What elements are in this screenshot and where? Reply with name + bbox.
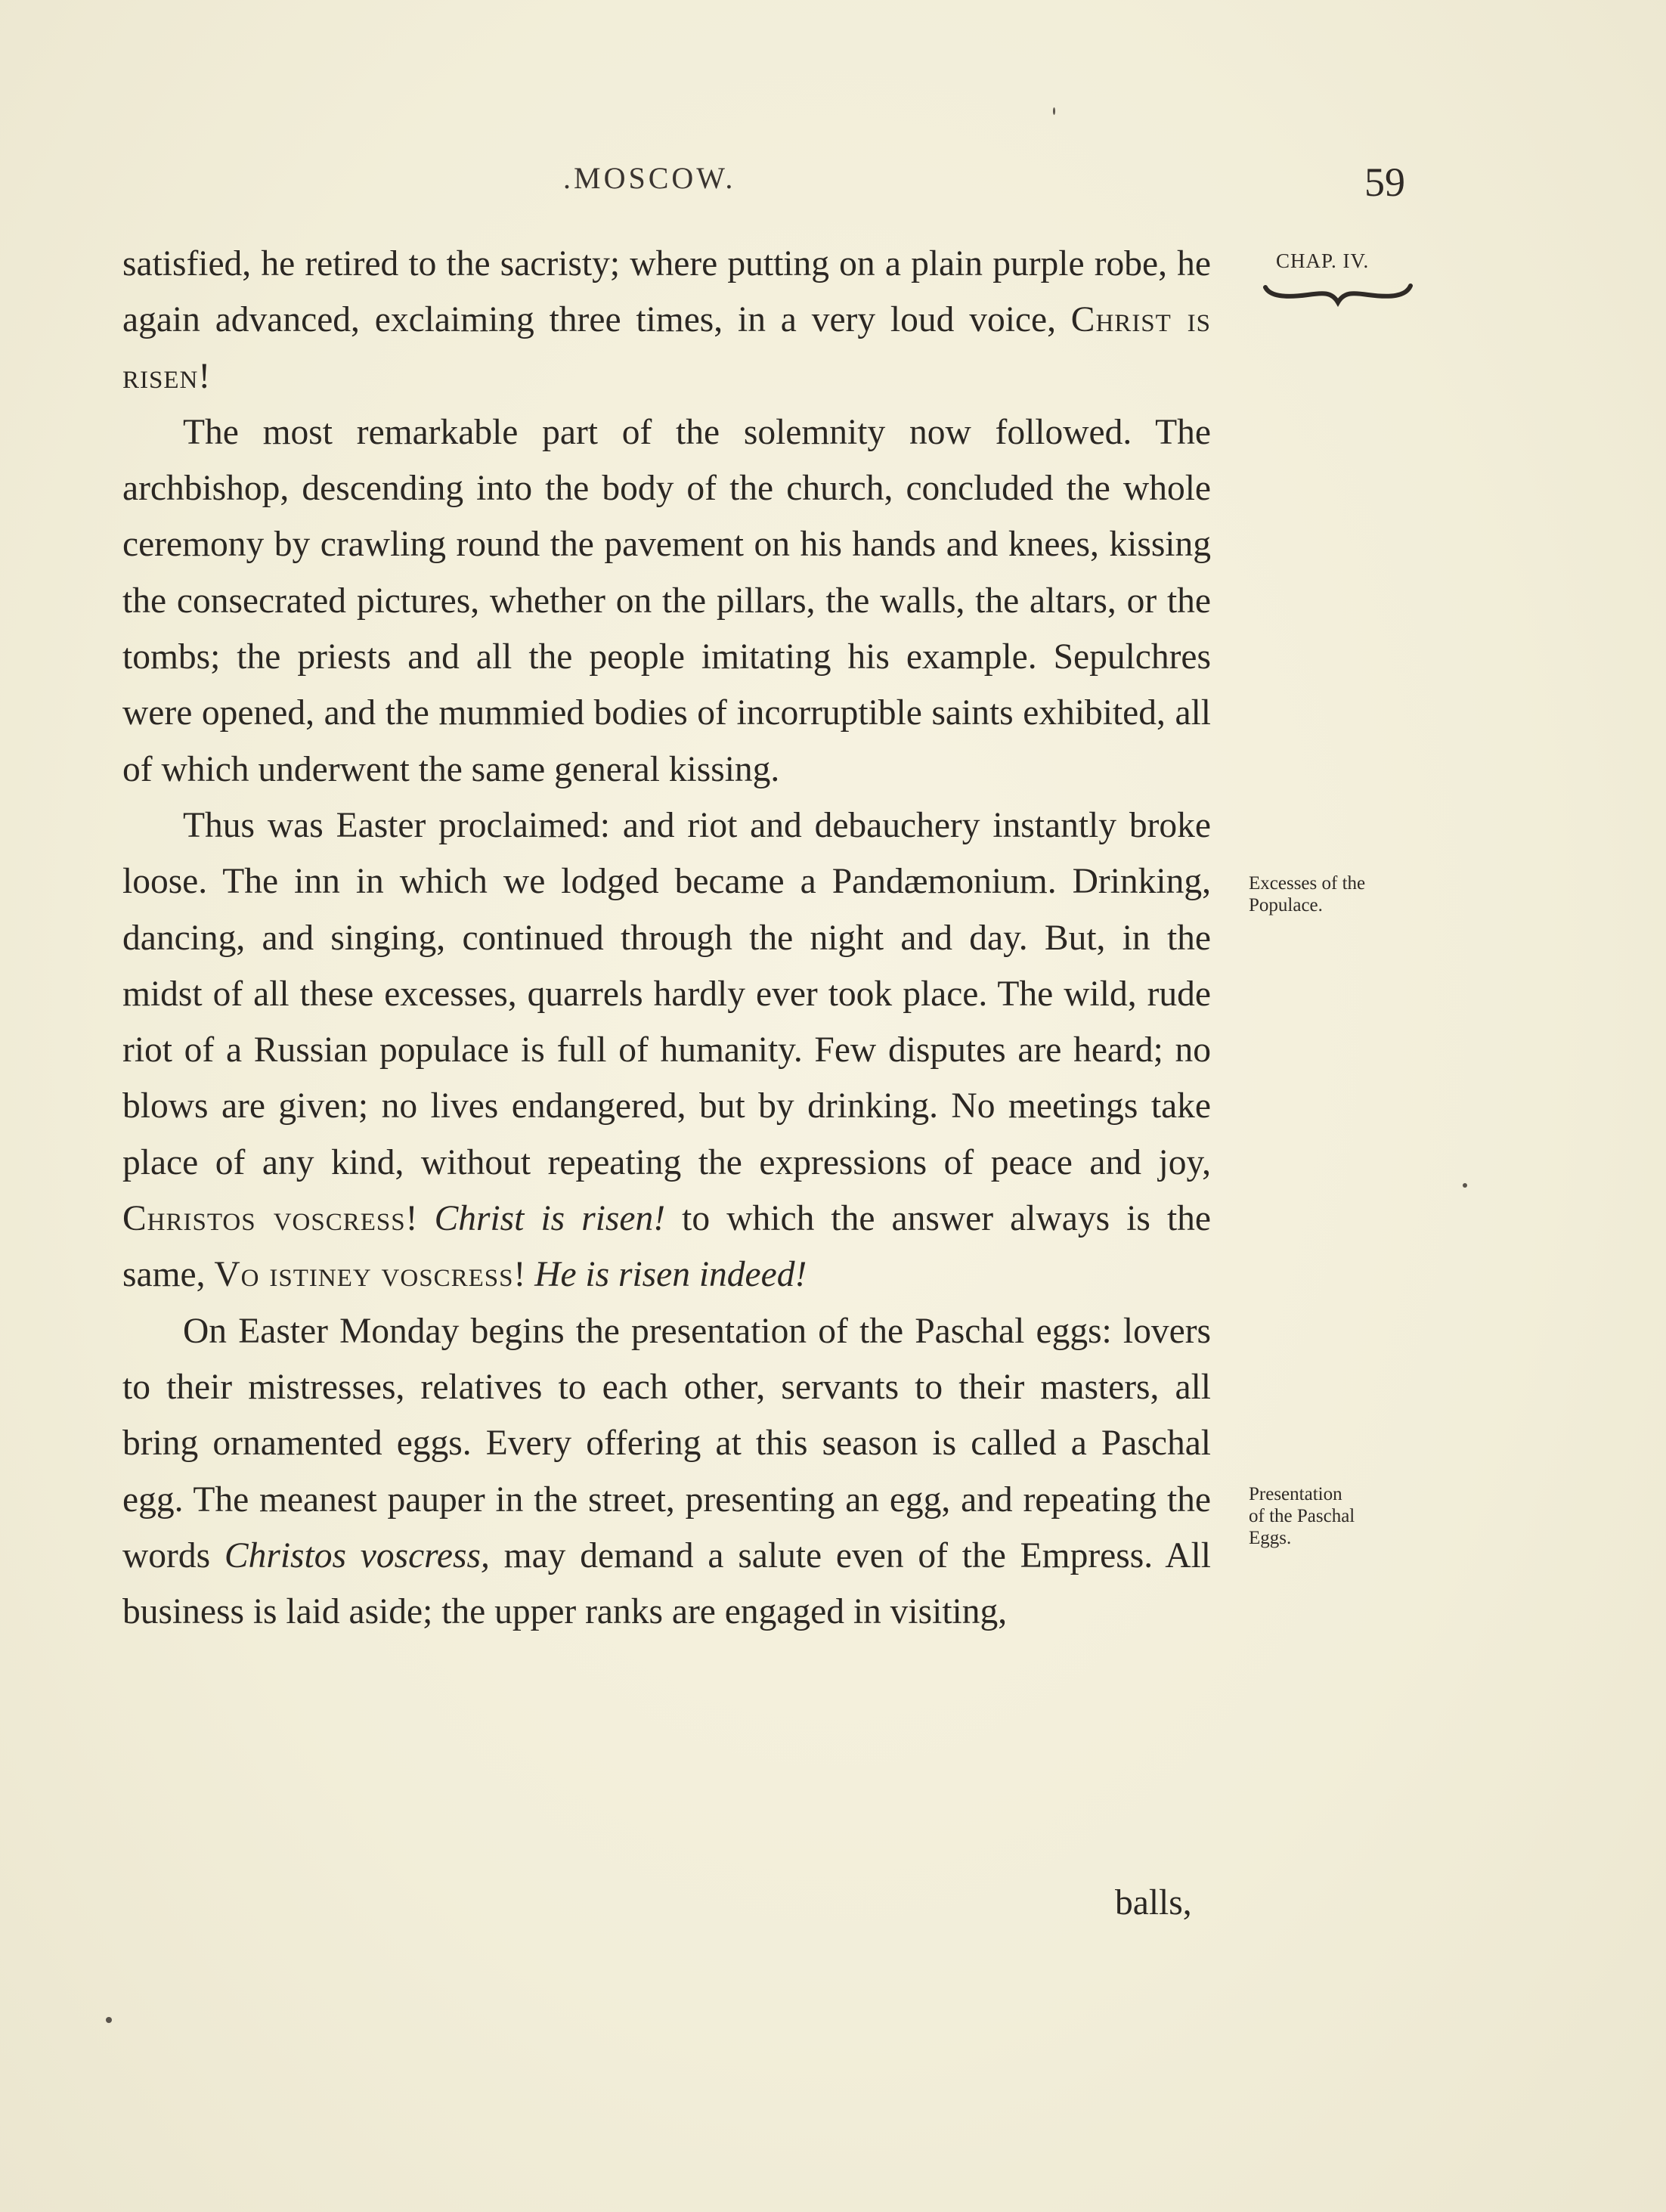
catchword: balls, (1115, 1883, 1192, 1922)
italic-christos-voscress: Christos voscress, (224, 1535, 490, 1575)
running-head: .MOSCOW. (563, 161, 736, 195)
body-text (122, 236, 1211, 1640)
paragraph-2: The most remarkable part of the solemnity now followed. The archbishop, descending into the body of the church, concluded the whole ceremony by crawling round the pavement on his hands and knees, kissing the consecrated pictures, whether on the pillars, the walls, the altars, or the tombs; the priests and all the people imitating his example. Sepulchres were opened, and the mummied bodies of incorruptible saints exhibited, all of which underwent the same general kissing. (122, 412, 1211, 789)
ink-speck (106, 2017, 112, 2023)
paragraph-3: Thus was Easter proclaimed: and riot and debauchery instantly broke loose. The inn in which we lodged became a Pandæmonium. Drinking, dancing, and singing, continued through the night and day. But, in the midst of all these excesses, quarrels hardly ever took place. The wild, rude riot of a Russian populace is full of humanity. Few disputes are heard; no blows are given; no lives endangered, but by drinking. No meetings take place of any kind, without repeating the expressions of peace and joy, Christos voscress! Christ is risen! to which the answer always is the same, Vo istiney voscress! He is risen indeed! (122, 805, 1212, 1295)
smallcaps-christos-voscress: Christos voscress (122, 1199, 406, 1239)
page-number: 59 (1364, 160, 1405, 205)
italic-christ-is-risen: Christ is risen! (434, 1199, 666, 1239)
ink-speck (1463, 1183, 1467, 1188)
italic-he-is-risen-indeed: He is risen indeed! (534, 1255, 807, 1295)
margin-note-excesses: Excesses of the Populace. (1249, 873, 1366, 915)
chapter-label: CHAP. IV. (1276, 249, 1370, 272)
chapter-brace-ornament (1262, 281, 1414, 307)
margin-note-paschal-eggs: Presentation of the Paschal Eggs. (1249, 1484, 1355, 1548)
ink-speck (1053, 107, 1055, 115)
paragraph-4: On Easter Monday begins the presentation of the Paschal eggs: lovers to their mistresses, relatives to each other, servants to their masters, all bring ornamented eggs. Every offering at this season is called a Paschal egg. The meanest pauper in the street, presenting an egg, and repeating the words Christos voscress, may demand a salute even of the Empress. All business is laid aside; the upper ranks are engaged in visiting, (122, 1311, 1211, 1632)
paragraph-1: satisfied, he retired to the sacristy; where putting on a plain purple robe, he again advanced, exclaiming three times, in a very loud voice, Christ is risen! (122, 244, 1211, 396)
smallcaps-vo-istiney-voscress: Vo istiney voscress (214, 1255, 514, 1295)
smallcaps-christ-is-risen: Christ is risen (122, 300, 1211, 396)
